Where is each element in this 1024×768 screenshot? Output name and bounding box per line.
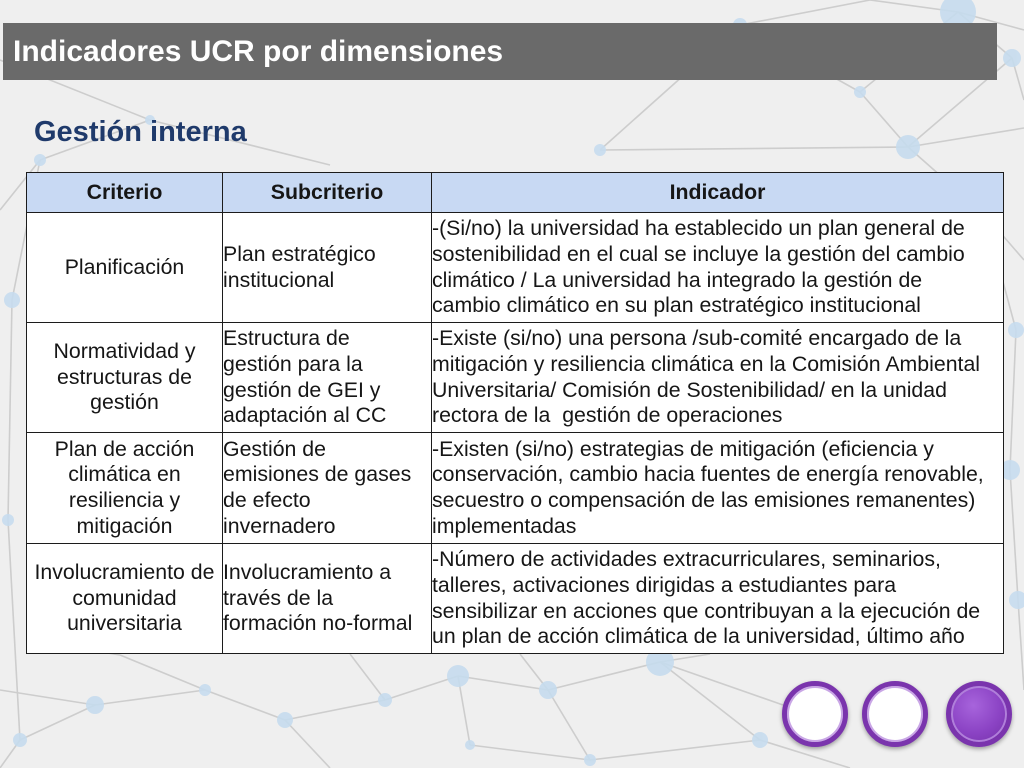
- network-node: [199, 684, 211, 696]
- nav-dot-3: [946, 681, 1012, 747]
- network-node: [752, 732, 768, 748]
- subcriterio-cell: [223, 323, 432, 433]
- cell-line: un plan de acción climática de la universidad, último año: [432, 624, 965, 649]
- cell-line: Gestión de: [223, 436, 327, 461]
- cell-line: mitigación: [76, 513, 173, 538]
- network-node: [277, 712, 293, 728]
- section-subtitle: Gestión interna: [34, 116, 247, 148]
- subcriterio-cell: [223, 433, 432, 544]
- cell-line: invernadero: [223, 513, 336, 538]
- network-node: [594, 144, 606, 156]
- network-node: [2, 514, 14, 526]
- network-node: [896, 135, 920, 159]
- header-criterio: Criterio: [27, 173, 223, 213]
- network-node: [584, 754, 596, 766]
- criterio-cell: [27, 323, 223, 433]
- slide-title: Indicadores UCR por dimensiones: [13, 35, 504, 68]
- network-node: [13, 733, 27, 747]
- cell-line: través de la: [223, 585, 334, 610]
- network-node: [378, 693, 392, 707]
- header-subcriterio: Subcriterio: [223, 173, 432, 213]
- table-row: [27, 433, 1004, 544]
- network-node: [1009, 591, 1024, 609]
- cell-line: adaptación al CC: [223, 403, 387, 428]
- cell-line: climática en: [68, 462, 181, 487]
- cell-line: Plan de acción: [54, 436, 195, 461]
- cell-line: Involucramiento a: [223, 560, 392, 585]
- cell-line: implementadas: [432, 513, 577, 538]
- network-node: [34, 154, 46, 166]
- network-node: [447, 665, 469, 687]
- cell-line: gestión para la: [223, 351, 363, 376]
- cell-line: -(Si/no) la universidad ha establecido un plan general de: [432, 216, 965, 241]
- criterio-cell: [27, 544, 223, 654]
- indicador-cell: [432, 433, 1004, 544]
- criterio-cell: [27, 433, 223, 544]
- subcriterio-cell: [223, 544, 432, 654]
- cell-line: Planificación: [64, 254, 185, 279]
- cell-line: cambio climático en su plan estratégico institucional: [432, 293, 921, 318]
- table-row: [27, 213, 1004, 323]
- cell-line: sensibilizar en acciones que contribuyan a la ejecución de: [432, 598, 981, 623]
- cell-line: gestión: [90, 390, 159, 415]
- cell-line: sostenibilidad en el cual se incluye la gestión del cambio: [432, 241, 965, 266]
- cell-line: Normatividad y: [53, 339, 196, 364]
- network-node: [1003, 49, 1021, 67]
- cell-line: comunidad: [72, 585, 177, 610]
- cell-line: formación no-formal: [223, 611, 413, 636]
- subcriterio-cell: [223, 213, 432, 323]
- cell-line: rectora de la gestión de operaciones: [432, 403, 783, 428]
- nav-dot-2: [862, 681, 928, 747]
- indicador-cell: [432, 544, 1004, 654]
- cell-line: resiliencia y: [68, 488, 181, 512]
- cell-line: gestión de GEI y: [223, 377, 381, 402]
- cell-line: Plan estratégico: [223, 241, 376, 266]
- cell-line: Estructura de: [223, 326, 350, 351]
- nav-dot-1: [782, 681, 848, 747]
- cell-line: estructuras de: [57, 364, 192, 389]
- cell-line: -Existen (si/no) estrategias de mitigación (eficiencia y: [432, 436, 934, 461]
- cell-line: institucional: [223, 267, 335, 292]
- title-bar: [3, 23, 997, 80]
- indicador-cell: [432, 213, 1004, 323]
- network-node: [4, 292, 20, 308]
- cell-line: -Número de actividades extracurriculares, seminarios,: [432, 547, 941, 572]
- cell-line: emisiones de gases: [223, 462, 412, 487]
- cell-line: universitaria: [67, 611, 182, 636]
- cell-line: -Existe (si/no) una persona /sub-comité encargado de la: [432, 326, 962, 351]
- cell-line: Involucramiento de: [34, 560, 215, 585]
- header-indicador: Indicador: [432, 173, 1004, 213]
- network-node: [1008, 322, 1024, 338]
- cell-line: conservación, cambio hacia fuentes de energía renovable,: [432, 462, 984, 487]
- indicators-table: [26, 172, 1004, 654]
- network-node: [854, 86, 866, 98]
- network-node: [465, 740, 475, 750]
- table-row: [27, 323, 1004, 433]
- network-node: [539, 681, 557, 699]
- table-header-row: [27, 173, 1004, 213]
- cell-line: climático / La universidad ha integrado la gestión de: [432, 267, 923, 292]
- network-node: [86, 696, 104, 714]
- criterio-cell: [27, 213, 223, 323]
- cell-line: de efecto: [223, 488, 311, 512]
- cell-line: secuestro o compensación de las emisiones remanentes): [432, 488, 976, 512]
- table-row: [27, 544, 1004, 654]
- cell-line: talleres, activaciones dirigidas a estudiantes para: [432, 572, 897, 597]
- cell-line: mitigación y resiliencia climática en la Comisión Ambiental: [432, 351, 981, 376]
- cell-line: Universitaria/ Comisión de Sostenibilidad/ en la unidad: [432, 377, 947, 402]
- indicador-cell: [432, 323, 1004, 433]
